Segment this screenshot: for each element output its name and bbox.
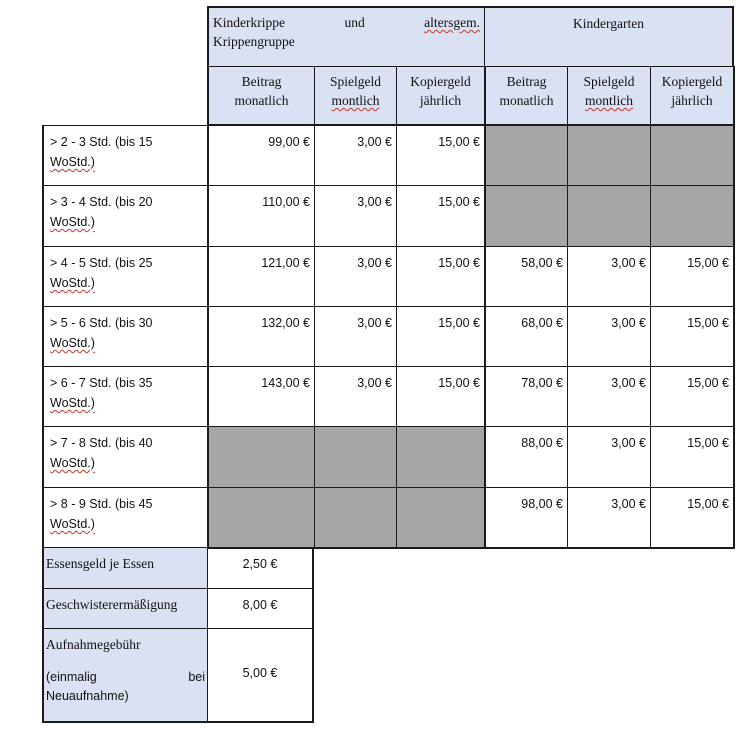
geschwister-label: Geschwisterermäßigung <box>42 588 208 629</box>
subheader-line2: monatlich <box>234 93 289 108</box>
row-label-wostd: WoStd.) <box>50 456 95 470</box>
header-kindergarten-label: Kindergarten <box>573 16 644 31</box>
table-cell-empty <box>207 426 315 488</box>
subheader-line2: montlich <box>585 93 633 108</box>
table-cell: 3,00 € <box>567 426 651 488</box>
row-label <box>42 185 208 247</box>
table-cell-empty <box>650 125 735 186</box>
table-cell: 78,00 € <box>484 366 568 427</box>
subheader-kr-kopiergeld <box>396 66 485 126</box>
aufnahme-line2 <box>46 668 205 687</box>
table-cell: 68,00 € <box>484 306 568 367</box>
row-label-wostd: WoStd.) <box>50 336 95 350</box>
header-krippe-line2: Krippengruppe <box>213 34 295 49</box>
aufnahme-value: 5,00 € <box>207 628 314 723</box>
subheader-line2: jährlich <box>671 93 713 108</box>
table-cell-empty <box>314 426 397 488</box>
table-cell-empty <box>650 185 735 247</box>
subheader-kg-kopiergeld <box>650 66 735 126</box>
table-cell: 110,00 € <box>207 185 315 247</box>
row-label-hours: > 3 - 4 Std. (bis 20 <box>50 195 153 209</box>
table-cell-empty <box>567 185 651 247</box>
subheader-line1: Beitrag <box>241 74 282 89</box>
table-cell: 132,00 € <box>207 306 315 367</box>
essen-value: 2,50 € <box>207 547 314 589</box>
table-cell: 15,00 € <box>396 366 485 427</box>
table-cell: 15,00 € <box>396 306 485 367</box>
row-label-hours: > 8 - 9 Std. (bis 45 <box>50 497 153 511</box>
subheader-line1: Kopiergeld <box>661 74 723 89</box>
geschwister-value: 8,00 € <box>207 588 314 629</box>
table-cell: 3,00 € <box>314 246 397 307</box>
subheader-kg-spielgeld <box>567 66 651 126</box>
header-kindergarten <box>484 6 734 67</box>
subheader-line1: Kopiergeld <box>410 74 471 89</box>
header-krippe-word3: altersgem. <box>424 15 480 30</box>
row-label <box>42 426 208 488</box>
table-cell-empty <box>484 185 568 247</box>
row-label-wostd: WoStd.) <box>50 215 95 229</box>
table-cell: 3,00 € <box>567 487 651 549</box>
row-label-hours: > 7 - 8 Std. (bis 40 <box>50 436 153 450</box>
table-cell-empty <box>396 487 485 549</box>
table-cell: 15,00 € <box>396 185 485 247</box>
row-label <box>42 125 208 186</box>
table-cell: 3,00 € <box>567 306 651 367</box>
table-cell: 15,00 € <box>650 306 735 367</box>
subheader-line2: montlich <box>331 93 380 108</box>
row-label <box>42 487 208 549</box>
aufnahme-neuaufnahme: Neuaufnahme) <box>46 689 129 703</box>
table-cell: 15,00 € <box>650 487 735 549</box>
table-cell: 15,00 € <box>396 246 485 307</box>
subheader-kg-beitrag <box>484 66 568 126</box>
table-cell: 15,00 € <box>650 246 735 307</box>
header-krippe <box>207 6 485 67</box>
table-cell: 121,00 € <box>207 246 315 307</box>
row-label <box>42 306 208 367</box>
row-label <box>42 246 208 307</box>
aufnahme-label <box>42 628 208 723</box>
subheader-line2: monatlich <box>499 93 554 108</box>
table-cell: 15,00 € <box>650 366 735 427</box>
subheader-kr-beitrag <box>207 66 315 126</box>
table-cell: 3,00 € <box>314 125 397 186</box>
header-krippe-word1: Kinderkrippe <box>213 15 285 30</box>
table-cell: 3,00 € <box>314 185 397 247</box>
row-label-hours: > 2 - 3 Std. (bis 15 <box>50 135 153 149</box>
subheader-kr-spielgeld <box>314 66 397 126</box>
table-cell-empty <box>207 487 315 549</box>
table-cell: 3,00 € <box>567 366 651 427</box>
table-cell: 98,00 € <box>484 487 568 549</box>
table-cell: 15,00 € <box>396 125 485 186</box>
table-cell: 3,00 € <box>314 306 397 367</box>
aufnahme-bei: bei <box>188 670 205 684</box>
table-cell-empty <box>567 125 651 186</box>
subheader-line1: Spielgeld <box>583 74 635 89</box>
aufnahme-einmalig: (einmalig <box>46 670 97 684</box>
row-label-wostd: WoStd.) <box>50 155 95 169</box>
row-label <box>42 366 208 427</box>
subheader-line1: Beitrag <box>506 74 547 89</box>
table-cell: 58,00 € <box>484 246 568 307</box>
essen-label: Essensgeld je Essen <box>42 547 208 589</box>
table-cell-empty <box>484 125 568 186</box>
subheader-line1: Spielgeld <box>330 74 381 89</box>
table-cell: 3,00 € <box>567 246 651 307</box>
table-cell-empty <box>314 487 397 549</box>
row-label-wostd: WoStd.) <box>50 517 95 531</box>
table-cell: 99,00 € <box>207 125 315 186</box>
row-label-wostd: WoStd.) <box>50 396 95 410</box>
subheader-line2: jährlich <box>419 93 462 108</box>
row-label-hours: > 4 - 5 Std. (bis 25 <box>50 256 153 270</box>
header-krippe-word2: und <box>344 15 365 30</box>
table-cell: 15,00 € <box>650 426 735 488</box>
table-cell-empty <box>396 426 485 488</box>
table-cell: 88,00 € <box>484 426 568 488</box>
table-cell: 143,00 € <box>207 366 315 427</box>
row-label-wostd: WoStd.) <box>50 276 95 290</box>
table-cell: 3,00 € <box>314 366 397 427</box>
row-label-hours: > 5 - 6 Std. (bis 30 <box>50 316 153 330</box>
row-label-hours: > 6 - 7 Std. (bis 35 <box>50 376 153 390</box>
aufnahme-title: Aufnahmegebühr <box>46 637 141 652</box>
